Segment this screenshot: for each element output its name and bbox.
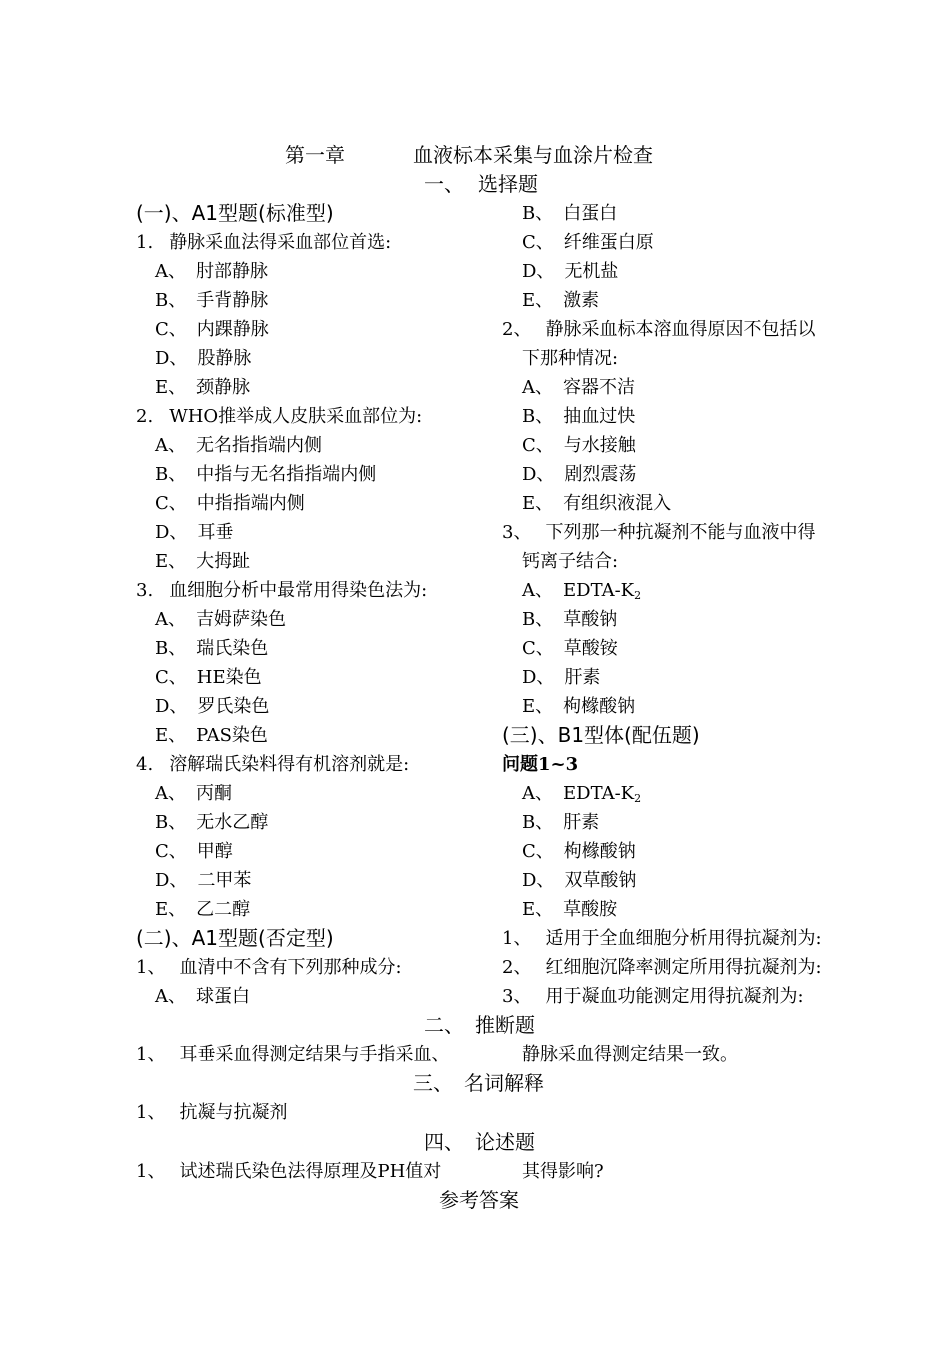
option: D、 罗氏染色 xyxy=(155,696,270,717)
answers-heading: 参考答案 xyxy=(439,1188,519,1212)
option: C、 中指指端内侧 xyxy=(155,493,305,514)
option: D、 无机盐 xyxy=(522,261,619,282)
option: C、 纤维蛋白原 xyxy=(522,232,654,253)
option: A、 容器不洁 xyxy=(522,377,635,398)
section-1-label: 一、 xyxy=(424,172,464,196)
section-3-title: 名词解释 xyxy=(464,1071,544,1095)
subsection-a1-negative-heading: (二)、A1型题(否定型) xyxy=(136,926,334,950)
question-text: 血细胞分析中最常用得染色法为: xyxy=(169,580,428,601)
option: A、 吉姆萨染色 xyxy=(155,609,286,630)
option: A、 肘部静脉 xyxy=(155,261,268,282)
option: E、 激素 xyxy=(522,290,600,311)
option: B、 中指与无名指指端内侧 xyxy=(155,464,377,485)
option: E、 乙二醇 xyxy=(155,899,251,920)
section-1-title: 选择题 xyxy=(478,172,538,196)
option: D、 股静脉 xyxy=(155,348,252,369)
b1-question: 2、 红细胞沉降率测定所用得抗凝剂为: xyxy=(502,957,822,978)
question-text-cont: 下那种情况: xyxy=(522,348,619,369)
question-text: 血清中不含有下列那种成分: xyxy=(179,957,402,978)
option: B、 手背静脉 xyxy=(155,290,269,311)
negative-question-3 xyxy=(502,518,815,547)
b1-question: 1、 适用于全血细胞分析用得抗凝剂为: xyxy=(502,928,822,949)
judgement-question-1: 1、 耳垂采血得测定结果与手指采血、 xyxy=(136,1044,450,1065)
option: C、 HE染色 xyxy=(155,667,262,688)
term-question-1: 1、 抗凝与抗凝剂 xyxy=(136,1102,288,1123)
question-number: 2. xyxy=(136,406,154,427)
option: C、 草酸铵 xyxy=(522,638,618,659)
option: B、 无水乙醇 xyxy=(155,812,269,833)
option: B、 白蛋白 xyxy=(522,203,618,224)
question-2 xyxy=(136,402,422,431)
question-number: 1、 xyxy=(136,957,166,978)
option: E、 PAS染色 xyxy=(155,725,268,746)
option: E、 颈静脉 xyxy=(155,377,251,398)
section-2-title: 推断题 xyxy=(475,1013,535,1037)
question-text: 溶解瑞氏染料得有机溶剂就是: xyxy=(169,754,410,775)
question-text: 静脉采血标本溶血得原因不包括以 xyxy=(545,319,816,340)
negative-question-2 xyxy=(502,315,815,344)
option: B、 抽血过快 xyxy=(522,406,636,427)
option: B、 草酸钠 xyxy=(522,609,618,630)
option: E、 有组织液混入 xyxy=(522,493,672,514)
question-number: 3、 xyxy=(502,522,532,543)
option: E、 草酸胺 xyxy=(522,899,618,920)
option: C、 枸橼酸钠 xyxy=(522,841,636,862)
option: C、 甲醇 xyxy=(155,841,233,862)
option: D、 双草酸钠 xyxy=(522,870,637,891)
section-2-label: 二、 xyxy=(424,1013,464,1037)
question-text-cont: 钙离子结合: xyxy=(522,551,619,572)
option: C、 内踝静脉 xyxy=(155,319,269,340)
question-number: 4. xyxy=(136,754,154,775)
option: E、 大拇趾 xyxy=(155,551,251,572)
option: B、 瑞氏染色 xyxy=(155,638,269,659)
option: B、 肝素 xyxy=(522,812,600,833)
question-4 xyxy=(136,750,409,779)
b1-question: 3、 用于凝血功能测定用得抗凝剂为: xyxy=(502,986,804,1007)
option: A、 丙酮 xyxy=(155,783,232,804)
b1-question-group-head: 问题1~3 xyxy=(502,754,579,775)
judgement-question-1-cont: 静脉采血得测定结果一致。 xyxy=(522,1044,738,1065)
subsection-b1-heading: (三)、B1型体(配伍题) xyxy=(502,723,700,747)
option: D、 剧烈震荡 xyxy=(522,464,637,485)
question-1 xyxy=(136,228,391,257)
option: A、 EDTA-$K_2$ xyxy=(522,783,642,805)
subsection-a1-heading: (一)、A1型题(标准型) xyxy=(136,201,334,225)
section-3-label: 三、 xyxy=(413,1071,453,1095)
essay-question-1-cont: 其得影响? xyxy=(522,1161,604,1182)
chapter-number: 第一章 xyxy=(285,143,345,167)
question-3 xyxy=(136,576,427,605)
option: E、 枸橼酸钠 xyxy=(522,696,636,717)
question-text: 下列那一种抗凝剂不能与血液中得 xyxy=(545,522,816,543)
question-text: 静脉采血法得采血部位首选: xyxy=(169,232,392,253)
question-number: 1. xyxy=(136,232,154,253)
question-text: WHO推举成人皮肤采血部位为: xyxy=(169,406,423,427)
option: A、 无名指指端内侧 xyxy=(155,435,322,456)
option: D、 肝素 xyxy=(522,667,601,688)
option: D、 耳垂 xyxy=(155,522,234,543)
question-number: 3. xyxy=(136,580,154,601)
option: D、 二甲苯 xyxy=(155,870,252,891)
section-4-label: 四、 xyxy=(424,1130,464,1154)
section-4-title: 论述题 xyxy=(475,1130,535,1154)
option: A、 球蛋白 xyxy=(155,986,250,1007)
negative-question-1 xyxy=(136,953,402,982)
option: A、 EDTA-$K_2$ xyxy=(522,580,642,602)
chapter-title: 血液标本采集与血涂片检查 xyxy=(413,143,653,167)
essay-question-1: 1、 试述瑞氏染色法得原理及PH值对 xyxy=(136,1161,442,1182)
option: C、 与水接触 xyxy=(522,435,636,456)
question-number: 2、 xyxy=(502,319,532,340)
